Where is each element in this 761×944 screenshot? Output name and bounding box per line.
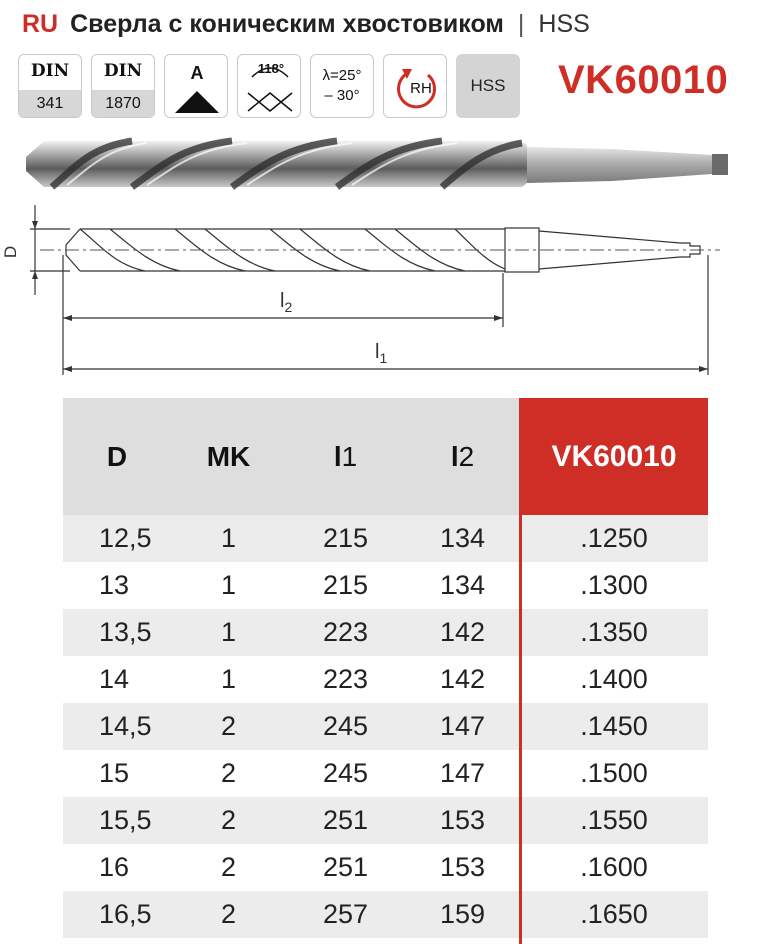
table-row <box>63 891 708 938</box>
cell-diameter: 16 <box>99 852 130 882</box>
rotation-arrow-icon <box>384 55 447 118</box>
code-column-divider <box>519 398 522 944</box>
din-number: 341 <box>19 90 81 117</box>
angle-label: 118° <box>257 61 285 76</box>
table-body <box>63 515 708 938</box>
spec-badges <box>18 54 520 118</box>
cell-flute-length: 134 <box>439 570 486 600</box>
cell-morse-taper: 1 <box>220 570 237 600</box>
cell-flute-length: 153 <box>439 805 486 835</box>
cell-total-length: 245 <box>322 758 369 788</box>
cell-morse-taper: 1 <box>220 617 237 647</box>
cell-morse-taper: 2 <box>220 805 237 835</box>
cell-total-length: 223 <box>322 617 369 647</box>
table-row <box>63 515 708 562</box>
din-label: DIN <box>30 61 70 81</box>
table-row <box>63 562 708 609</box>
cell-order-code: .1300 <box>580 570 648 600</box>
helix-angle-line1: λ=25° <box>322 67 362 84</box>
header-flute-length: l 2 <box>450 440 475 472</box>
cell-order-code: .1650 <box>580 899 648 929</box>
cell-diameter: 13,5 <box>99 617 152 647</box>
product-title: Сверла с коническим хвостовиком <box>70 9 504 38</box>
header-total-length: l 1 <box>333 440 358 472</box>
table-row <box>63 656 708 703</box>
cell-order-code: .1400 <box>580 664 648 694</box>
cell-morse-taper: 2 <box>220 899 237 929</box>
cell-flute-length: 142 <box>439 617 486 647</box>
helix-angle-line2: – 30° <box>324 87 360 104</box>
type-a-badge <box>164 54 228 118</box>
table-row <box>63 844 708 891</box>
drill-photo <box>22 135 742 195</box>
cell-order-code: .1350 <box>580 617 648 647</box>
cell-diameter: 14,5 <box>99 711 152 741</box>
rotation-badge <box>383 54 447 118</box>
cell-diameter: 12,5 <box>99 523 152 553</box>
language-code: RU <box>22 9 59 38</box>
helix-angle-badge <box>310 54 374 118</box>
header-diameter: D <box>106 440 128 472</box>
cell-flute-length: 159 <box>439 899 486 929</box>
cell-total-length: 251 <box>322 852 369 882</box>
diameter-label: D <box>1 245 20 259</box>
header-morse-taper: MK <box>206 440 251 472</box>
point-angle-badge <box>237 54 301 118</box>
table-row <box>63 609 708 656</box>
cell-total-length: 245 <box>322 711 369 741</box>
point-angle-icon <box>238 55 301 118</box>
cell-order-code: .1600 <box>580 852 648 882</box>
flute-length-label: $l_2$ <box>280 290 293 315</box>
cell-morse-taper: 1 <box>220 523 237 553</box>
hss-badge: HSS <box>456 54 520 118</box>
din-number: 1870 <box>92 90 154 117</box>
cell-total-length: 223 <box>322 664 369 694</box>
cell-flute-length: 134 <box>439 523 486 553</box>
din-label: DIN <box>103 61 143 81</box>
cell-total-length: 215 <box>322 570 369 600</box>
technical-drawing <box>0 195 761 390</box>
cell-morse-taper: 2 <box>220 758 237 788</box>
cell-order-code: .1500 <box>580 758 648 788</box>
cell-flute-length: 147 <box>439 758 486 788</box>
total-length-label: $l_1$ <box>375 341 388 366</box>
material-label: HSS <box>538 9 590 38</box>
cell-morse-taper: 2 <box>220 852 237 882</box>
cell-order-code: .1550 <box>580 805 648 835</box>
cell-diameter: 15,5 <box>99 805 152 835</box>
page-title <box>22 4 590 44</box>
cell-diameter: 16,5 <box>99 899 152 929</box>
product-code: VK60010 <box>558 58 729 102</box>
cell-total-length: 257 <box>322 899 369 929</box>
cell-order-code: .1450 <box>580 711 648 741</box>
cell-order-code: .1250 <box>580 523 648 553</box>
cell-morse-taper: 1 <box>220 664 237 694</box>
cell-diameter: 13 <box>99 570 130 600</box>
type-a-point-icon <box>165 55 228 118</box>
din-1870-badge <box>91 54 155 118</box>
table-row <box>63 750 708 797</box>
cell-flute-length: 142 <box>439 664 486 694</box>
cell-total-length: 215 <box>322 523 369 553</box>
cell-total-length: 251 <box>322 805 369 835</box>
type-label: A <box>190 63 204 83</box>
table-row <box>63 703 708 750</box>
table-row <box>63 797 708 844</box>
rotation-label: RH <box>410 80 432 97</box>
din-341-badge <box>18 54 82 118</box>
size-table <box>63 398 708 938</box>
title-separator: | <box>517 9 525 38</box>
cell-diameter: 14 <box>99 664 130 694</box>
cell-morse-taper: 2 <box>220 711 237 741</box>
cell-flute-length: 153 <box>439 852 486 882</box>
cell-diameter: 15 <box>99 758 130 788</box>
cell-flute-length: 147 <box>439 711 486 741</box>
table-header <box>63 398 708 515</box>
header-order-code: VK60010 <box>520 398 708 515</box>
